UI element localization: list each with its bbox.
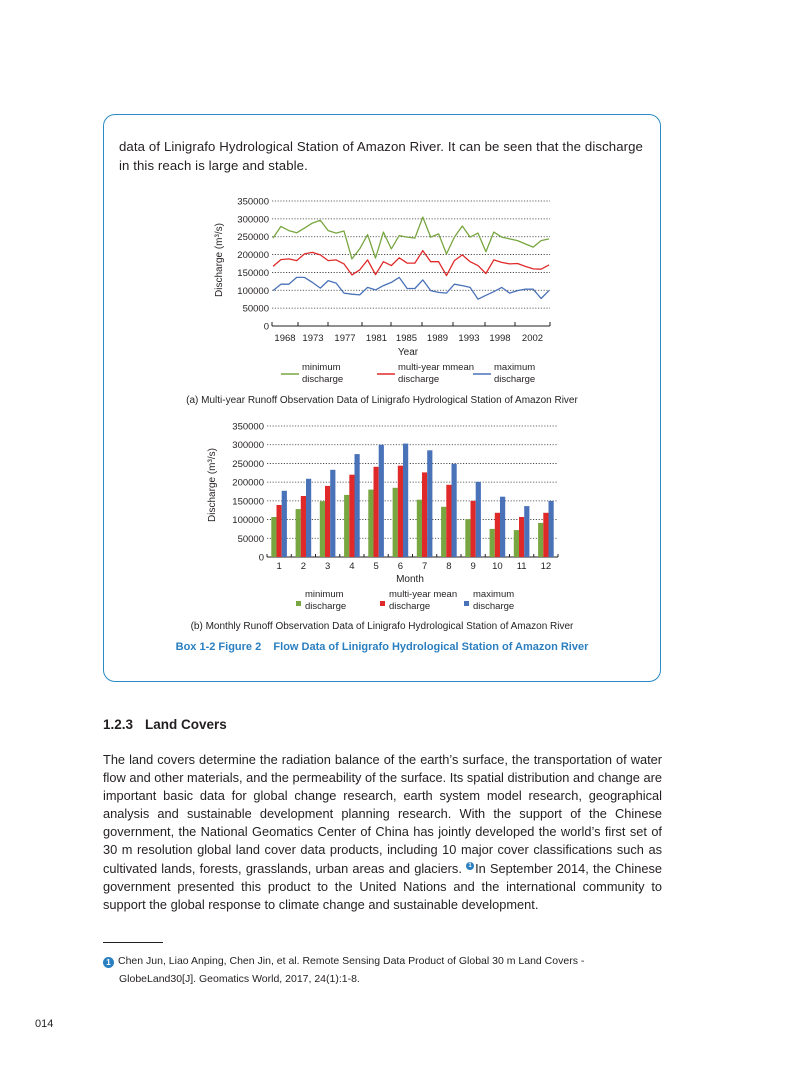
x-tick-label: 1968	[274, 333, 296, 344]
figure-title: Box 1-2 Figure 2 Flow Data of Linigrafo Hydrological Station of Amazon River	[175, 641, 589, 653]
y-tick-label: 300000	[232, 440, 264, 452]
y-axis-label: Discharge (m³/s)	[207, 448, 218, 522]
x-tick-label: 6	[397, 561, 404, 572]
y-tick-label: 350000	[232, 421, 264, 433]
bar	[403, 444, 408, 557]
legend-label: discharge	[302, 374, 344, 385]
bar	[330, 470, 335, 557]
x-axis-label: Year	[397, 347, 419, 358]
legend-swatch	[464, 601, 469, 606]
x-axis-label: Month	[396, 574, 424, 585]
bar	[374, 467, 379, 557]
x-tick-label: 5	[373, 561, 379, 572]
y-tick-label: 300000	[237, 214, 269, 226]
bar	[379, 445, 384, 557]
y-tick-label: 0	[263, 321, 269, 333]
bar-chart-caption: (b) Monthly Runoff Observation Data of Linigrafo Hydrological Station of Amazon River	[190, 621, 574, 632]
box-intro-text: data of Linigrafo Hydrological Station of Amazon River. It can be seen that the discharge in this reach is large and stable.	[119, 139, 643, 173]
line-chart-caption: (a) Multi-year Runoff Observation Data of Linigrafo Hydrological Station of Amazon River	[186, 395, 578, 406]
bar	[452, 464, 457, 557]
paragraph-part1: The land covers determine the radiation balance of the earth’s surface, the transportation of water flow and other materials, and the permeability of the surface. Its spatial distribution and change are important basic data for global change research, earth system model research, geographical analysis and sustainable development planning research. With the support of the Chinese government, the National Geomatics Center of China has jointly developed the world’s first set of 30 m resolution global land cover data products, including 10 major cover classifications such as cultivated lands, forests, grasslands, urban areas and glaciers.	[103, 752, 662, 876]
bar	[465, 519, 470, 557]
bar	[368, 490, 373, 557]
bar	[349, 475, 354, 557]
x-tick-label: 1998	[489, 333, 511, 344]
bar	[355, 454, 360, 557]
y-tick-label: 100000	[237, 285, 269, 297]
legend-label: maximum	[473, 589, 515, 600]
bar	[277, 505, 282, 557]
legend-swatch	[380, 601, 385, 606]
x-tick-label: 12	[540, 561, 552, 572]
bar	[543, 513, 548, 557]
y-tick-label: 250000	[232, 458, 264, 470]
x-tick-label: 9	[470, 561, 476, 572]
x-tick-label: 1977	[334, 333, 356, 344]
y-tick-label: 150000	[237, 267, 269, 279]
y-tick-label: 250000	[237, 232, 269, 244]
bar	[500, 497, 505, 557]
bar	[344, 495, 349, 557]
bar	[538, 523, 543, 557]
legend-label: maximum	[494, 362, 536, 373]
legend-label: discharge	[305, 601, 347, 612]
bar	[422, 472, 427, 557]
legend-label: discharge	[398, 374, 440, 385]
x-tick-label: 2002	[521, 333, 544, 344]
legend-label: minimum	[302, 362, 341, 373]
bar	[271, 517, 276, 557]
legend-label: multi-year mmean	[398, 362, 475, 373]
bar	[320, 501, 325, 557]
footnote-line1: Chen Jun, Liao Anping, Chen Jin, et al. Remote Sensing Data Product of Global 30 m Land Covers -	[118, 955, 585, 967]
section-heading	[103, 717, 227, 732]
x-tick-label: 11	[516, 561, 527, 572]
bar	[441, 507, 446, 557]
x-tick-label: 3	[324, 561, 331, 572]
bar	[417, 500, 422, 557]
x-tick-label: 2	[300, 561, 307, 572]
bar	[476, 482, 481, 557]
x-tick-label: 1993	[458, 333, 480, 344]
footnote-marker: 1	[103, 957, 114, 968]
y-tick-label: 200000	[237, 250, 269, 262]
y-tick-label: 150000	[232, 496, 264, 508]
legend-label: minimum	[305, 589, 344, 600]
bar	[301, 496, 306, 557]
legend-label: discharge	[473, 601, 515, 612]
y-tick-label: 100000	[232, 515, 264, 527]
bar	[306, 479, 311, 557]
y-tick-label: 50000	[242, 303, 269, 315]
bar	[524, 506, 529, 557]
bar	[490, 529, 495, 557]
bar	[471, 501, 476, 557]
page-number: 014	[35, 1018, 54, 1030]
bar	[282, 491, 287, 557]
legend-swatch	[296, 601, 301, 606]
y-tick-label: 50000	[237, 533, 264, 545]
bar	[495, 513, 500, 557]
bar	[398, 466, 403, 557]
y-tick-label: 350000	[237, 196, 269, 208]
x-tick-label: 1981	[365, 333, 388, 344]
legend-label: discharge	[494, 374, 536, 385]
x-tick-label: 1985	[395, 333, 418, 344]
footnote-line2: GlobeLand30[J]. Geomatics World, 2017, 24(1):1-8.	[119, 973, 360, 985]
bar	[296, 509, 301, 557]
x-tick-label: 1973	[302, 333, 324, 344]
x-tick-label: 8	[446, 561, 452, 572]
x-tick-label: 10	[492, 561, 503, 572]
y-tick-label: 200000	[232, 477, 264, 489]
bar	[325, 486, 330, 557]
bar	[549, 501, 554, 557]
paragraph-part2: In September 2014, the Chinese government presented this product to the United Nations and the international community to support the global response to climate change and sustainable development.	[103, 860, 662, 912]
section-number: 1.2.3	[103, 717, 134, 732]
legend-label: multi-year mean	[389, 589, 458, 600]
bar	[446, 485, 451, 557]
bar	[519, 517, 524, 557]
x-tick-label: 4	[349, 561, 355, 572]
x-tick-label: 1	[276, 561, 282, 572]
y-axis-label: Discharge (m³/s)	[214, 223, 225, 297]
x-tick-label: 1989	[426, 333, 449, 344]
bar	[393, 488, 398, 557]
footnote-reference[interactable]: 1	[466, 862, 474, 870]
legend-label: discharge	[389, 601, 431, 612]
bar	[514, 530, 519, 557]
body-paragraph	[103, 751, 662, 914]
section-title: Land Covers	[145, 717, 227, 732]
x-tick-label: 7	[421, 561, 428, 572]
footnote-rule	[103, 942, 163, 943]
footnote	[103, 952, 662, 988]
y-tick-label: 0	[258, 552, 264, 564]
bar	[427, 450, 432, 557]
